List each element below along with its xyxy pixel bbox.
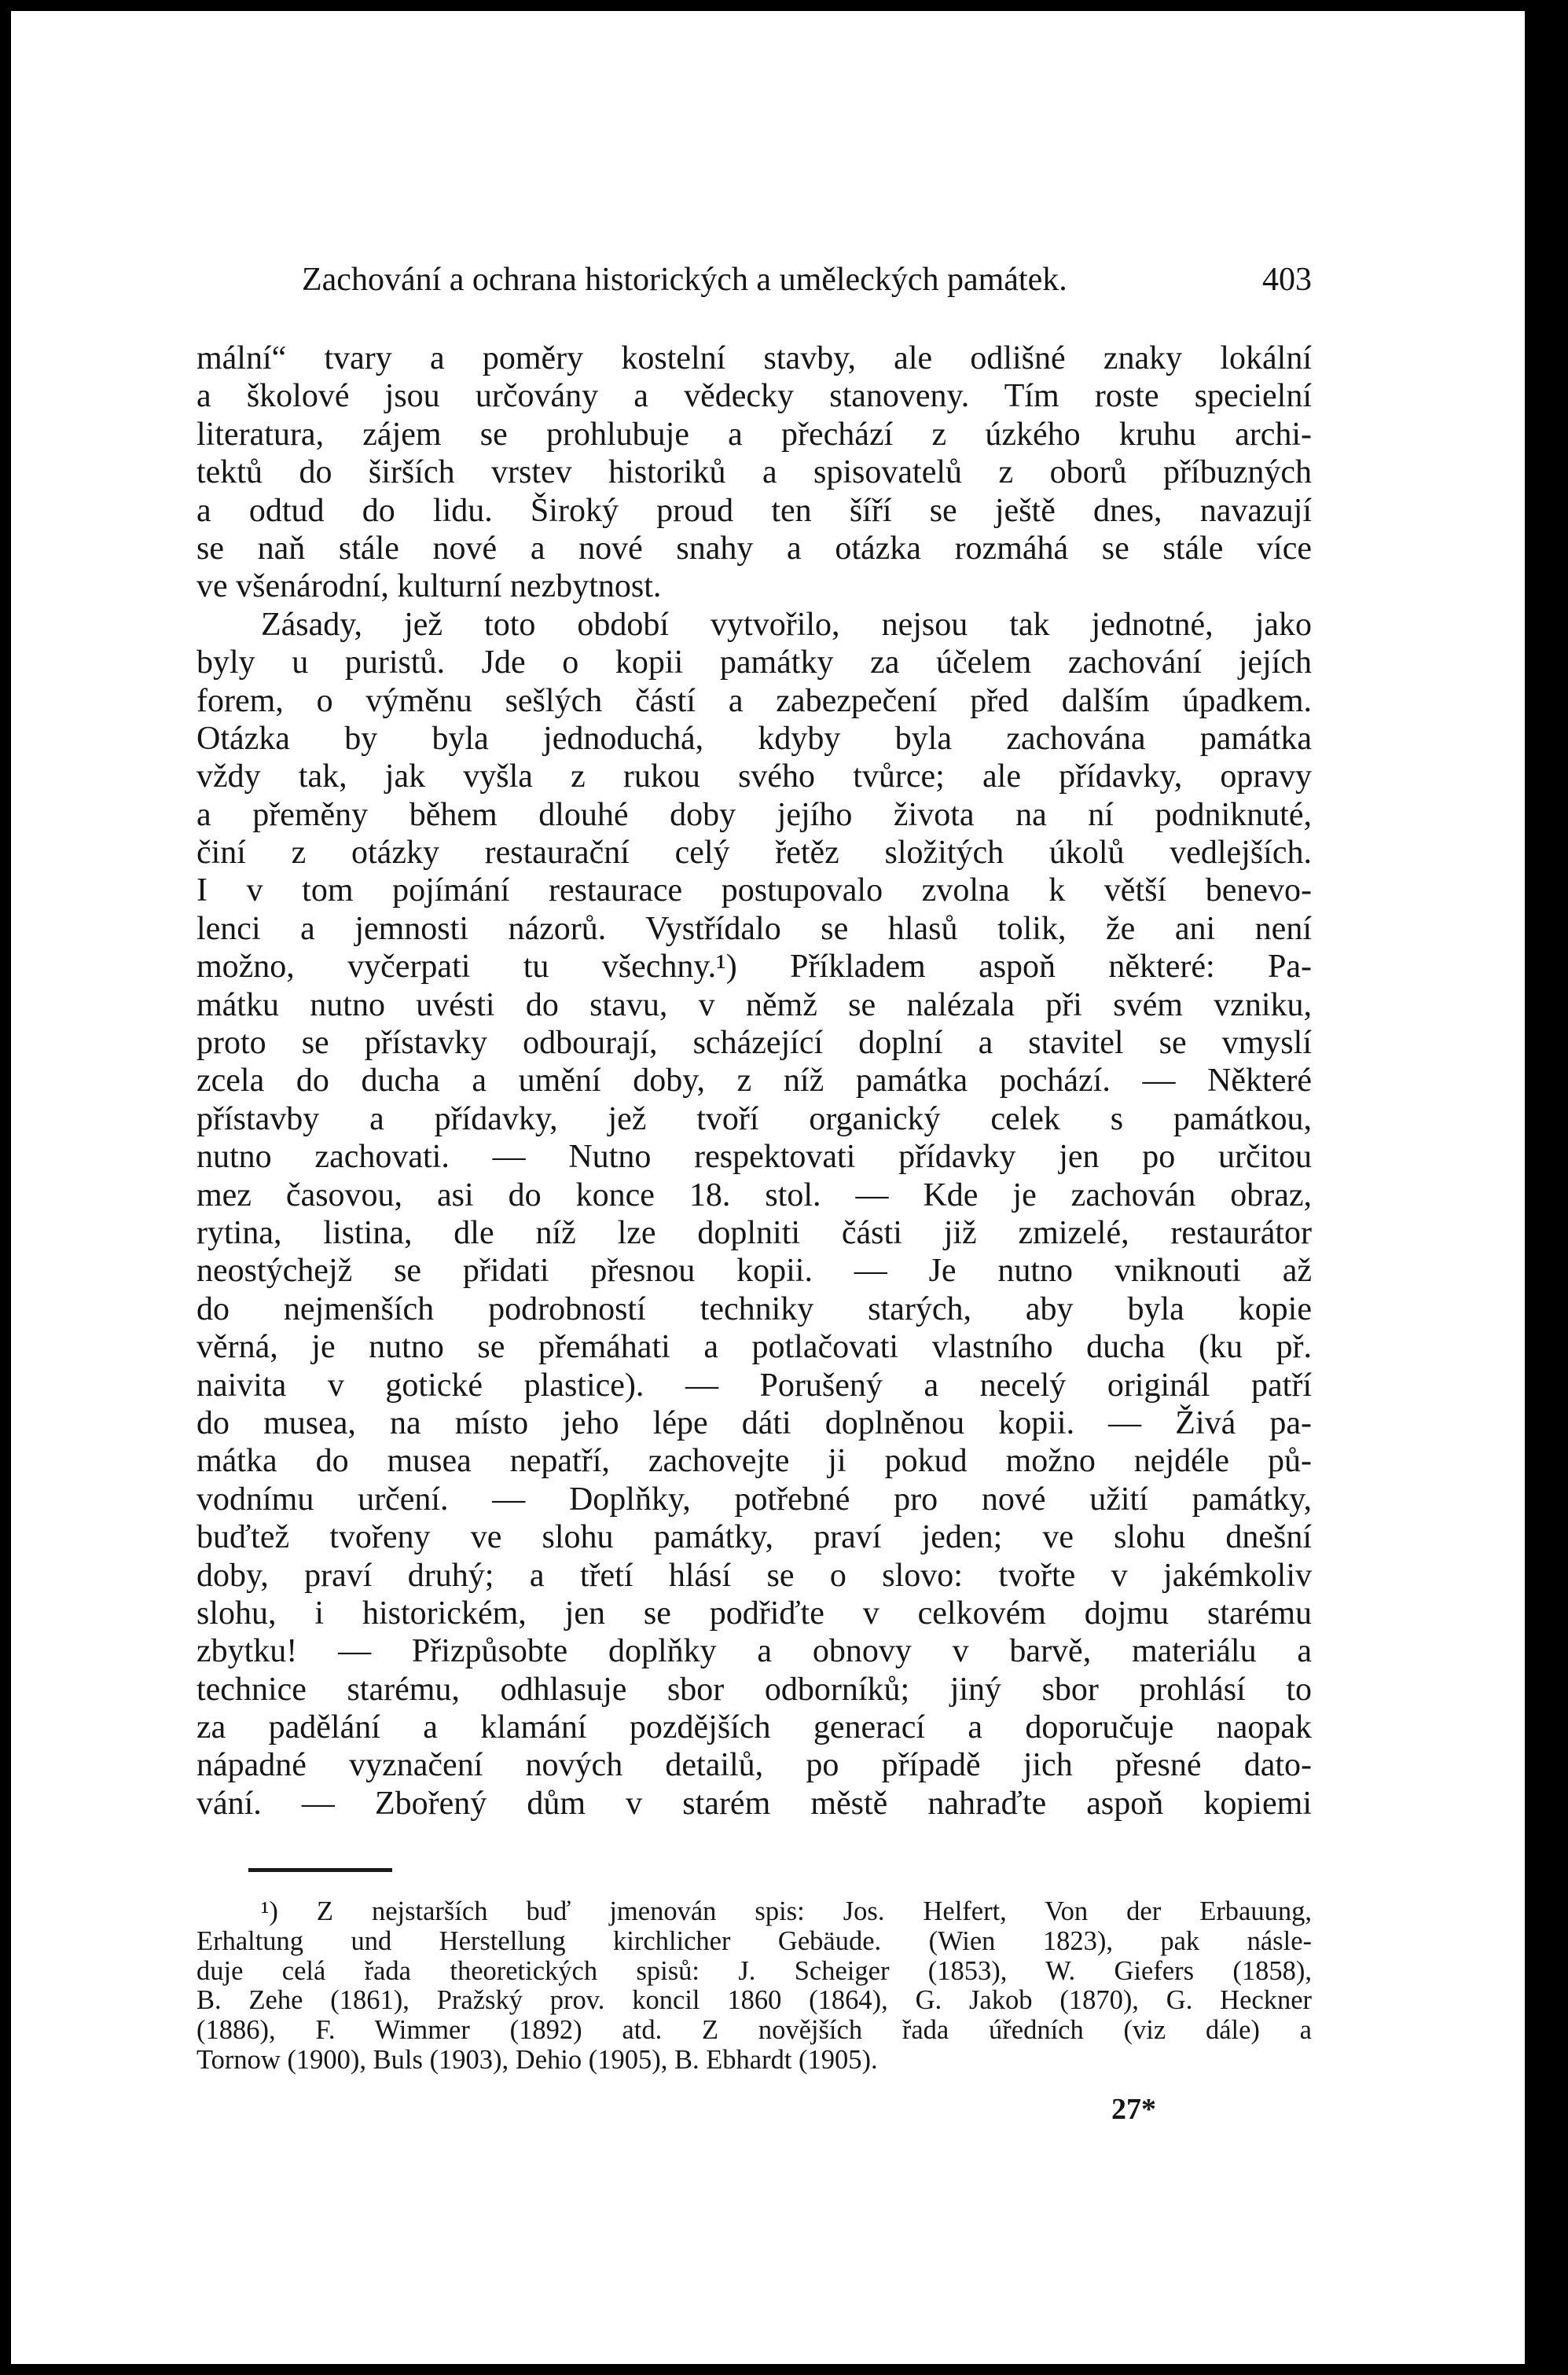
text-line: byly u puristů. Jde o kopii památky za účelem zachování jejích [196, 644, 1312, 681]
text-line: vodnímu určení. — Doplňky, potřebné pro nové užití památky, [196, 1481, 1312, 1518]
body-text [196, 340, 1312, 1823]
text-line: Zásady, jež toto období vytvořilo, nejsou tak jednotné, jako [261, 606, 1312, 643]
text-line: forem, o výměnu sešlých částí a zabezpečení před dalším úpadkem. [196, 682, 1312, 719]
footnote-line: Tornow (1900), Buls (1903), Dehio (1905), B. Ebhardt (1905). [196, 2045, 878, 2075]
text-line: technice starému, odhlasuje sbor odborníků; jiný sbor prohlásí to [196, 1671, 1312, 1708]
text-line: slohu, i historickém, jen se podřiďte v celkovém dojmu starému [196, 1595, 1312, 1632]
page-number: 403 [1262, 262, 1312, 298]
scanned-page [11, 11, 1525, 2364]
text-line: vždy tak, jak vyšla z rukou svého tvůrce; ale přídavky, opravy [196, 758, 1312, 795]
page-header [302, 261, 1312, 302]
text-line: a přeměny během dlouhé doby jejího života na ní podniknuté, [196, 796, 1312, 833]
text-line: buďtež tvořeny ve slohu památky, praví jeden; ve slohu dnešní [196, 1519, 1312, 1556]
running-title: Zachování a ochrana historických a uměleckých památek. [302, 262, 1067, 298]
footnote-line: duje celá řada theoretických spisů: J. Scheiger (1853), W. Giefers (1858), [196, 1956, 1312, 1986]
text-line: za padělání a klamání pozdějších generací a doporučuje naopak [196, 1709, 1312, 1746]
text-line: nápadné vyznačení nových detailů, po případě jich přesné dato- [196, 1747, 1312, 1784]
text-line: možno, vyčerpati tu všechny.¹) Příkladem aspoň některé: Pa- [196, 949, 1312, 986]
text-line: rytina, listina, dle níž lze doplniti části již zmizelé, restaurátor [196, 1214, 1312, 1251]
text-line: neostýchejž se přidati přesnou kopii. — Je nutno vniknouti až [196, 1253, 1312, 1290]
text-line: naivita v gotické plastice). — Porušený a necelý originál patří [196, 1367, 1312, 1404]
text-line: doby, praví druhý; a třetí hlásí se o slovo: tvořte v jakémkoliv [196, 1557, 1312, 1594]
text-line: tektů do širších vrstev historiků a spisovatelů z oborů příbuzných [196, 454, 1312, 491]
text-line: se naň stále nové a nové snahy a otázka rozmáhá se stále více [196, 530, 1312, 567]
footnote-line: Erhaltung und Herstellung kirchlicher Gebäude. (Wien 1823), pak násle- [196, 1926, 1312, 1956]
text-line: a odtud do lidu. Široký proud ten šíří se ještě dnes, navazují [196, 492, 1312, 529]
text-line: mez časovou, asi do konce 18. stol. — Kde je zachován obraz, [196, 1176, 1312, 1213]
text-line: činí z otázky restaurační celý řetěz složitých úkolů vedlejších. [196, 835, 1312, 872]
text-line: zbytku! — Přizpůsobte doplňky a obnovy v barvě, materiálu a [196, 1633, 1312, 1670]
text-line: lenci a jemnosti názorů. Vystřídalo se hlasů tolik, že ani není [196, 910, 1312, 947]
text-line: I v tom pojímání restaurace postupovalo zvolna k větší benevo- [196, 872, 1312, 909]
text-line: do nejmenších podrobností techniky starých, aby byla kopie [196, 1290, 1312, 1327]
text-line: literatura, zájem se prohlubuje a přechází z úzkého kruhu archi- [196, 416, 1312, 453]
text-line: a školové jsou určovány a vědecky stanoveny. Tím roste specielní [196, 378, 1312, 415]
text-line: ve všenárodní, kulturní nezbytnost. [196, 568, 662, 605]
text-line: proto se přístavky odbourají, scházející doplní a stavitel se vmyslí [196, 1025, 1312, 1062]
signature-mark: 27* [1111, 2093, 1156, 2126]
text-line: věrná, je nutno se přemáhati a potlačovati vlastního ducha (ku př. [196, 1329, 1312, 1366]
footnotes [196, 1897, 1312, 2076]
text-line: do musea, na místo jeho lépe dáti doplněnou kopii. — Živá pa- [196, 1404, 1312, 1441]
text-line: přístavby a přídavky, jež tvoří organický celek s památkou, [196, 1100, 1312, 1137]
footnote-line: B. Zehe (1861), Pražský prov. koncil 1860 (1864), G. Jakob (1870), G. Heckner [196, 1986, 1312, 2016]
text-line: zcela do ducha a umění doby, z níž památka pochází. — Některé [196, 1063, 1312, 1099]
footnote-line: ¹) Z nejstarších buď jmenován spis: Jos. Helfert, Von der Erbauung, [261, 1897, 1312, 1926]
footnote-separator [248, 1868, 392, 1872]
text-line: mátku nutno uvésti do stavu, v němž se nalézala při svém vzniku, [196, 986, 1312, 1023]
text-line: nutno zachovati. — Nutno respektovati přídavky jen po určitou [196, 1139, 1312, 1176]
text-line: Otázka by byla jednoduchá, kdyby byla zachována památka [196, 720, 1312, 757]
footnote-line: (1886), F. Wimmer (1892) atd. Z novějších řada úředních (viz dále) a [196, 2016, 1312, 2046]
text-line: mální“ tvary a poměry kostelní stavby, ale odlišné znaky lokální [196, 340, 1312, 376]
text-line: mátka do musea nepatří, zachovejte ji pokud možno nejdéle pů- [196, 1443, 1312, 1480]
text-line: vání. — Zbořený dům v starém městě nahraďte aspoň kopiemi [196, 1785, 1312, 1822]
